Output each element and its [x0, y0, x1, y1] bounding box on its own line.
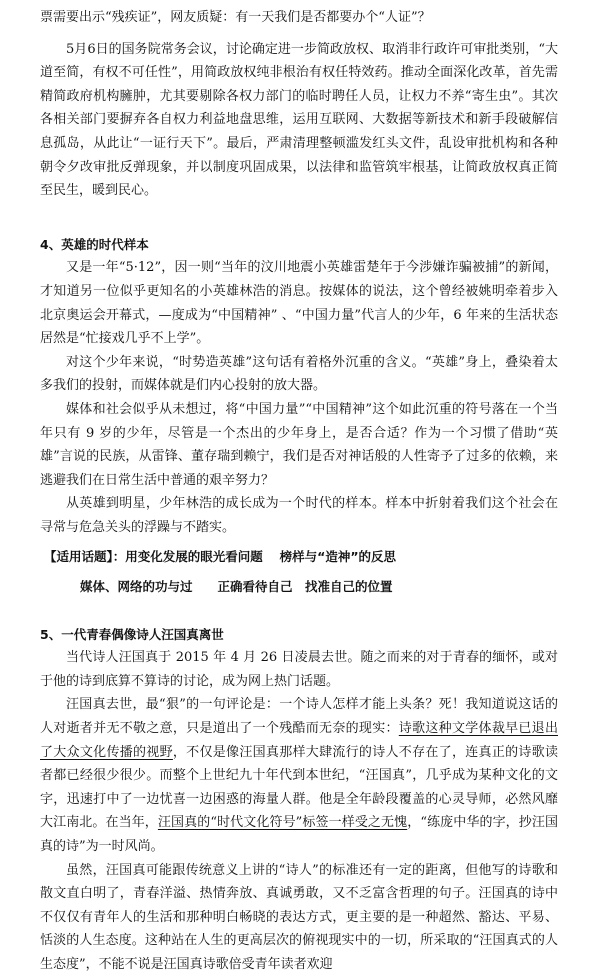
section-4-paragraph-1: 又是一年“5·12”，因一则“当年的汶川地震小英雄雷楚年于今涉嫌诈骗被捕”的新闻，才知道另一位似乎更知名的小英雄林浩的消息。按媒体的说法，这个曾经被姚明牵着步入北京奥运会开幕式，—度成为“中国精神” 、“中国力量”代言人的少年，6 年来的生活状态居然是“忙接戏几乎不上学”。 — [40, 260, 558, 347]
applicable-topics-line-2: 媒体、网络的功与过 正确看待自己 找准自己的位置 — [80, 579, 393, 595]
underlined-text: 汪国真的“时代文化符号”标签一样受之无愧 — [157, 815, 408, 831]
applicable-topics-line-1: 【适用话题】：用变化发展的眼光看问题 榜样与“造神”的反思 — [44, 549, 397, 565]
section-4-paragraph-3: 媒体和社会似乎从未想过，将“中国力量”“中国精神”这个如此沉重的符号落在一个当年只有 9 岁的少年，尽管是一个杰出的少年身上，是否合适？作为一个习惯了借助“英雄”言说的民族，从雷锋、董存瑞到赖宁，我们是否对神话般的人性寄予了过多的依赖，来逃避我们在日常生活中普通的艰辛努力？ — [40, 401, 558, 488]
paragraph-text: ，不仅是像汪国真那样大肆流行的诗人不存在了，连真正的诗歌读者都已经很少很少。而整个上世纪九十年代到本世纪，“汪国真”，几乎成为某种文化的文字，迅速打中了一边忧喜一边困惑的海量人群。他是全年龄段覆盖的心灵导师，必然风靡大江南北。在当年， — [40, 744, 558, 831]
section-5-heading: 5、一代青春偶像诗人汪国真离世 — [40, 626, 224, 642]
section-5-paragraph-2 — [40, 693, 558, 858]
section-4-paragraph-2: 对这个少年来说，“时势造英雄”这句话有着格外沉重的含义。“英雄”身上，叠染着太多我们的投射，而媒体就是们内心投射的放大器。 — [40, 354, 558, 394]
section-5-paragraph-1: 当代诗人汪国真于 2015 年 4 月 26 日凌晨去世。随之而来的对于青春的缅怀，或对于他的诗到底算不算诗的讨论，成为网上热门话题。 — [40, 650, 558, 689]
section-spacer — [40, 599, 558, 623]
section-5-paragraph-3: 虽然，汪国真可能跟传统意义上讲的“诗人”的标准还有一定的距离，但他写的诗歌和散文直白明了，青春洋溢、热情奔放、真诚勇敢，又不乏富含哲理的句子。汪国真的诗中不仅仅有青年人的生活和那种明白畅晓的表达方式，更主要的是一种超然、豁达、平易、恬淡的人生态度。这种站在人生的更高层次的俯视现实中的一切，所采取的“汪国真式的人生态度”，不能不说是汪国真诗歌倍受青年读者欢迎 — [40, 862, 558, 972]
section-4-heading: 4、英雄的时代样本 — [40, 236, 149, 252]
paragraph-text: 汪国真去世，最“狠”的一句评论是：一个诗人怎样才能上头条？死！我知道说这话的人对逝者并无不敬之意，只是道出了一个残酷而无奈的现实： — [40, 697, 558, 737]
underlined-text: 诗歌这种文学体裁早已退出了大众文化传播的视野 — [40, 721, 558, 760]
paragraph-text: ，“练庞中华的字，抄汪国真的诗”为一时风尚。 — [40, 815, 558, 854]
intro-paragraph-tail: 票需要出示“残疾证”，网友质疑：有一天我们是否都要办个“人证”？ — [40, 10, 431, 25]
section-spacer — [40, 203, 558, 233]
paragraph-state-council: 5月6日的国务院常务会议，讨论确定进一步简政放权、取消非行政许可审批类别，“大道至简，有权不可任性”，用简政放权纯非根治有权任特效药。推动全面深化改革，首先需精简政府机构臃肿，尤其要剔除各权力部门的临时聘任人员，让权力不养“寄生虫”。其次各相关部门要摒弃各自权力利益地盘思维，运用互联网、大数据等新技术和新手段破解信息孤岛，从此让“一证行天下”。最后，严肃清理整顿滥发红头文件，乱设审批机构和各种朝令夕改审批反弹现象，并以制度巩固成果，以法律和监管筑牢根基，让简政放权真正简至民生，暖到民心。 — [40, 41, 558, 199]
section-4-paragraph-4: 从英雄到明星，少年林浩的成长成为一个时代的样本。样本中折射着我们这个社会在寻常与危急关头的浮躁与不踏实。 — [40, 496, 558, 535]
